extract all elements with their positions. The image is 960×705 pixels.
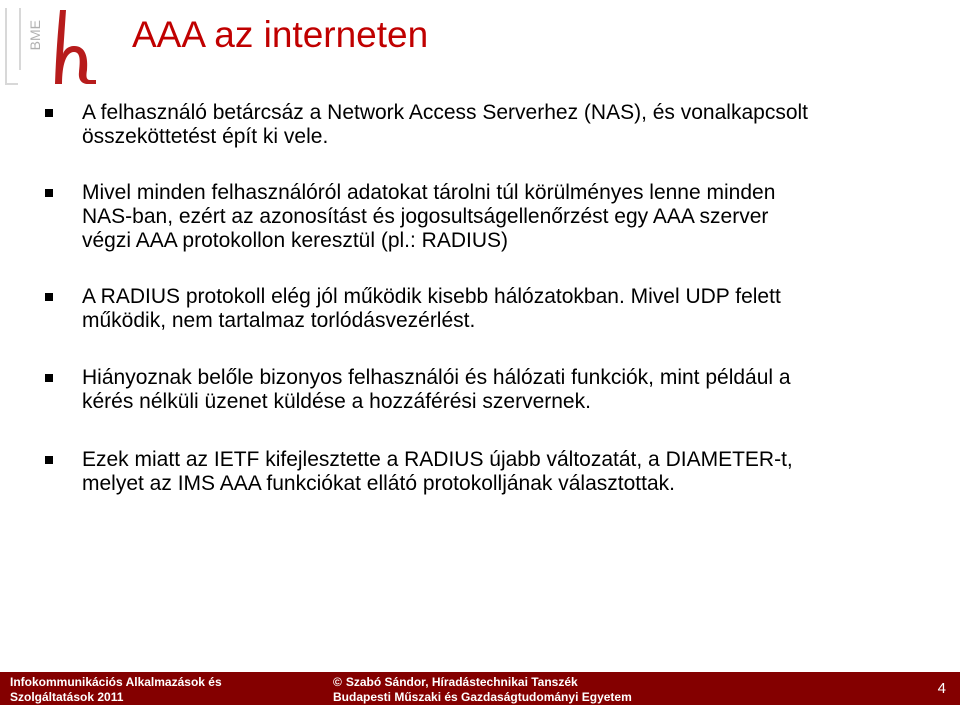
bullet-square-icon — [45, 109, 53, 117]
bme-logo — [0, 0, 108, 88]
bullet-item — [82, 181, 932, 253]
bullet-text: A felhasználó betárcsáz a Network Access Serverhez (NAS), és vonalkapcsolt összeköttetést épít ki vele. — [82, 101, 808, 148]
bullet-text: Ezek miatt az IETF kifejlesztette a RADIUS újabb változatát, a DIAMETER-t, melyet az IMS AAA funkciókat ellátó protokolljának választottak. — [82, 448, 793, 495]
footer-author — [333, 675, 632, 705]
bullet-item — [82, 101, 932, 149]
bullet-item — [82, 366, 932, 414]
bullet-square-icon — [45, 374, 53, 382]
bullet-square-icon — [45, 456, 53, 464]
bullet-square-icon — [45, 189, 53, 197]
bullet-item — [82, 285, 932, 333]
bullet-text: Mivel minden felhasználóról adatokat tárolni túl körülményes lenne minden NAS-ban, ezért az azonosítást és jogosultságellenőrzést egy AAA szerver végzi AAA protokollon keresztül (pl.: RADIUS) — [82, 181, 776, 252]
bullet-square-icon — [45, 293, 53, 301]
page-number: 4 — [937, 680, 946, 697]
bullet-text: Hiányoznak belőle bizonyos felhasználói és hálózati funkciók, mint például a kérés nélküli üzenet küldése a hozzáférési szervernek. — [82, 366, 791, 413]
footer-course: Infokommunikációs Alkalmazások és Szolgáltatások 2011 — [10, 675, 222, 704]
footer-author-text: Szabó Sándor, Híradástechnikai Tanszék Budapesti Műszaki és Gazdaságtudományi Egyetem — [333, 675, 632, 704]
copyright-icon: © — [333, 675, 342, 689]
bullet-item — [82, 448, 932, 496]
footer-bar — [0, 672, 960, 705]
logo-text: BME — [27, 20, 43, 51]
bullet-text: A RADIUS protokoll elég jól működik kisebb hálózatokban. Mivel UDP felett működik, nem tartalmaz torlódásvezérlést. — [82, 285, 781, 332]
slide-title: AAA az interneten — [132, 14, 429, 55]
